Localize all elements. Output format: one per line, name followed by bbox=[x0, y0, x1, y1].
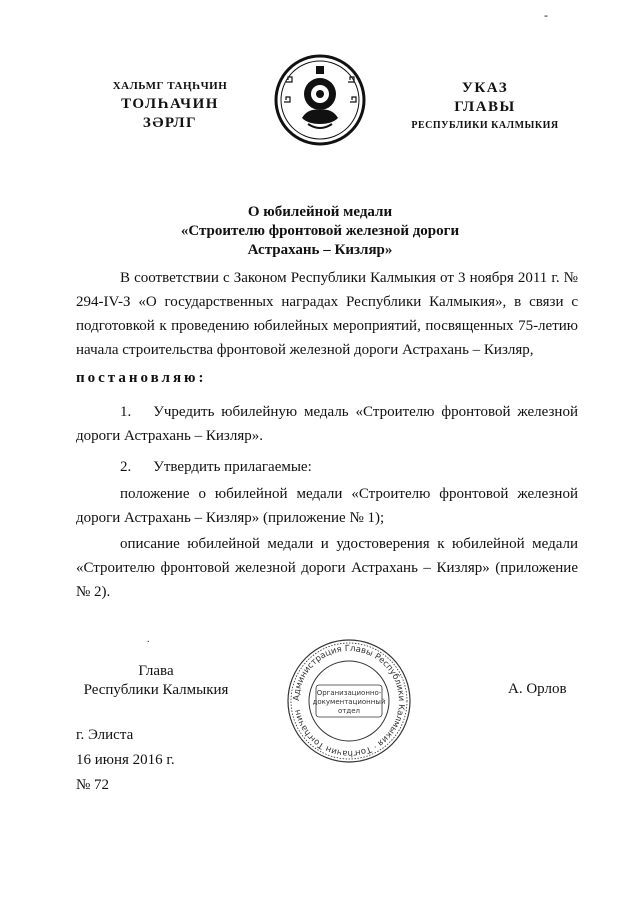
title-line2: «Строителю фронтовой железной дороги bbox=[180, 223, 460, 239]
stamp-center-line1: Организационно- bbox=[316, 689, 382, 697]
sub-item-1: положение о юбилейной медали «Строителю фронтовой железной дороги Астрахань – Кизляр» (приложение № 1); bbox=[76, 486, 578, 526]
footer-number: № 72 bbox=[76, 777, 110, 793]
header-right-line1: УКАЗ bbox=[461, 80, 509, 96]
decree-keyword: постановляю: bbox=[76, 370, 207, 386]
title-line1: О юбилейной медали bbox=[247, 204, 393, 220]
official-stamp bbox=[284, 636, 414, 766]
preamble-paragraph: В соответствии с Законом Республики Калмыкия от 3 ноября 2011 г. № 294-IV-З «О государственных наградах Республики Калмыкия», в связи с подготовкой к проведению юбилейных мероприятий, посвященных 75-летию начала строительства фронтовой железной дороги Астрахань – Кизляр, bbox=[76, 270, 578, 358]
decree-title bbox=[120, 203, 520, 260]
signatory-name: А. Орлов bbox=[508, 681, 567, 697]
sub-item-2: описание юбилейной медали и удостоверения к юбилейной медали «Строителю фронтовой железной дороги Астрахань – Кизляр» (приложение № 2). bbox=[76, 536, 578, 600]
title-line3: Астрахань – Кизляр» bbox=[247, 242, 393, 258]
item-2 bbox=[76, 455, 578, 479]
item-1-number: 1. bbox=[120, 404, 132, 420]
stamp-ring-path-text: Администрация Главы Республики Калмыкия · Тоҥһачин Тоҥһачин bbox=[291, 643, 407, 759]
stamp-center-line2: документационный bbox=[312, 698, 386, 706]
position-line1: Глава bbox=[138, 663, 174, 679]
stray-dot: . bbox=[147, 634, 150, 645]
item-2-number: 2. bbox=[120, 459, 132, 475]
item-1 bbox=[76, 400, 578, 448]
page-mark: - bbox=[544, 8, 548, 22]
header-kalmyk-title bbox=[80, 80, 260, 132]
header-left-line2: ТОЛҺАЧИН bbox=[121, 96, 219, 112]
header-left-line1: ХАЛЬМГ ТАҢҺЧИН bbox=[112, 80, 228, 92]
footer-city: г. Элиста bbox=[76, 727, 134, 743]
header-russian-title bbox=[380, 80, 590, 131]
item-2-text: Утвердить прилагаемые: bbox=[153, 459, 312, 475]
item-1-text: Учредить юбилейную медаль «Строителю фронтовой железной дороги Астрахань – Кизляр». bbox=[76, 404, 578, 444]
signatory-position bbox=[76, 662, 236, 700]
header-right-line2: ГЛАВЫ bbox=[454, 99, 516, 115]
header-left-line3: ЗӘРЛГ bbox=[142, 115, 198, 131]
position-line2: Республики Калмыкия bbox=[83, 682, 229, 698]
stamp-center-line3: отдел bbox=[338, 707, 360, 715]
decree-word bbox=[76, 366, 578, 390]
decree-footer bbox=[76, 723, 175, 798]
header-right-line3: РЕСПУБЛИКИ КАЛМЫКИЯ bbox=[411, 120, 559, 131]
kalmykia-coat-of-arms-icon bbox=[272, 52, 368, 148]
footer-date: 16 июня 2016 г. bbox=[76, 752, 175, 768]
